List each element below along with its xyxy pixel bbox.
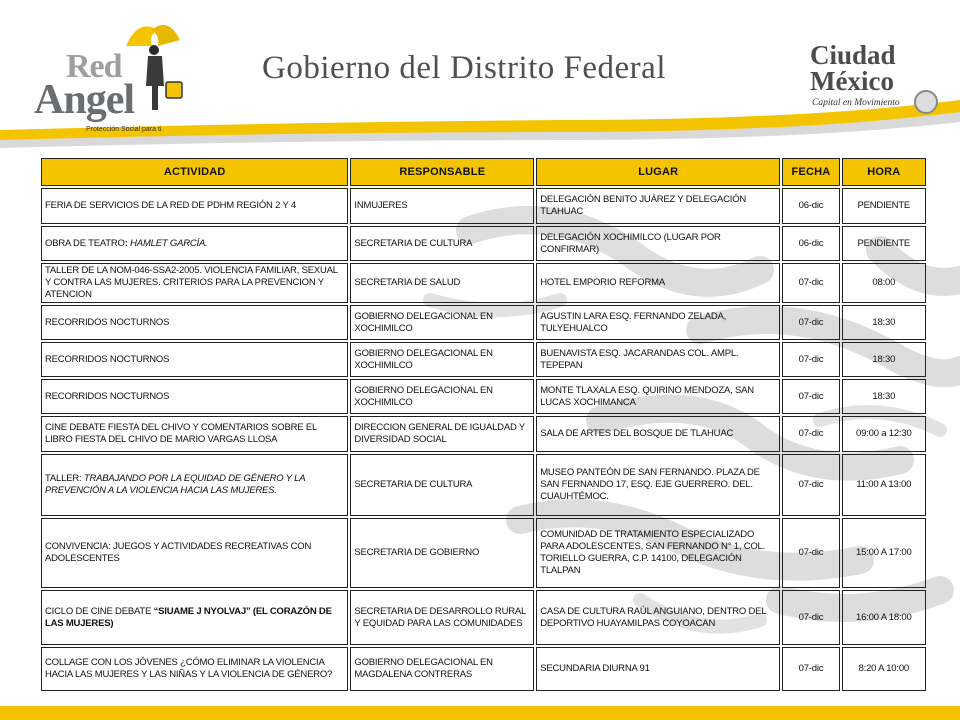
- cell-hora: 15:00 A 17:00: [842, 518, 926, 588]
- logo-angel-text: Angel: [34, 77, 134, 123]
- cell-hora: PENDIENTE: [842, 226, 926, 261]
- cell-fecha: 07-dic: [782, 590, 839, 645]
- cell-responsable: INMUJERES: [350, 188, 534, 224]
- actividad-text: TALLER:: [45, 473, 84, 484]
- cell-actividad: RECORRIDOS NOCTURNOS: [41, 379, 348, 414]
- actividad-italic-text: TRABAJANDO POR LA EQUIDAD DE GÉNERO Y LA PREVENCIÓN A LA VIOLENCIA HACIA LAS MUJERES.: [45, 473, 306, 496]
- actividad-text: CICLO DE CINE DEBATE: [45, 605, 154, 617]
- cell-fecha: 06-dic: [782, 226, 839, 261]
- header-lugar: LUGAR: [536, 158, 780, 186]
- actividad-bold-text: “SIUAME J NYOLVAJ” (EL CORAZÓN DE LAS MUJERES): [45, 605, 332, 629]
- cell-actividad: [41, 454, 348, 516]
- logo-red-text: Red: [66, 48, 122, 85]
- cell-responsable: SECRETARIA DE SALUD: [350, 263, 534, 303]
- cell-fecha: 06-dic: [782, 188, 839, 224]
- cell-lugar: DELEGACIÓN BENITO JUÁREZ Y DELEGACIÓN TLAHUAC: [536, 188, 780, 224]
- logo-ciudad-text: Ciudad: [810, 40, 896, 70]
- cell-hora: 11:00 A 13:00: [842, 454, 926, 516]
- table-row: [41, 188, 926, 224]
- cell-fecha: 07-dic: [782, 647, 839, 691]
- cell-responsable: SECRETARIA DE GOBIERNO: [350, 518, 534, 588]
- cell-fecha: 07-dic: [782, 454, 839, 516]
- header-hora: HORA: [842, 158, 926, 186]
- table-row: [41, 263, 926, 303]
- cell-lugar: BUENAVISTA ESQ. JACARANDAS COL. AMPL. TEPEPAN: [536, 342, 780, 377]
- cell-responsable: GOBIERNO DELEGACIONAL EN MAGDALENA CONTRERAS: [350, 647, 534, 691]
- cell-actividad: COLLAGE CON LOS JÓVENES ¿CÓMO ELIMINAR LA VIOLENCIA HACIA LAS MUJERES Y LAS NIÑAS Y LA VIOLENCIA DE GÉNERO?: [41, 647, 348, 691]
- cell-lugar: HOTEL EMPORIO REFORMA: [536, 263, 780, 303]
- cell-responsable: GOBIERNO DELEGACIONAL EN XOCHIMILCO: [350, 305, 534, 340]
- table-row: [41, 454, 926, 516]
- cell-lugar: CASA DE CULTURA RAÚL ANGUIANO, DENTRO DEL DEPORTIVO HUAYAMILPAS COYOACAN: [536, 590, 780, 645]
- cell-responsable: GOBIERNO DELEGACIONAL EN XOCHIMILCO: [350, 342, 534, 377]
- cell-actividad: [41, 226, 348, 261]
- ciudad-mexico-logo: [800, 40, 940, 120]
- cell-hora: 18:30: [842, 342, 926, 377]
- table-row: [41, 305, 926, 340]
- table-row: [41, 518, 926, 588]
- table-header-row: [41, 158, 926, 186]
- cell-lugar: SECUNDARIA DIURNA 91: [536, 647, 780, 691]
- cell-actividad: FERIA DE SERVICIOS DE LA RED DE PDHM REGIÓN 2 Y 4: [41, 188, 348, 224]
- page-header: [0, 0, 960, 150]
- cell-hora: 8:20 A 10:00: [842, 647, 926, 691]
- cell-actividad: RECORRIDOS NOCTURNOS: [41, 342, 348, 377]
- cell-lugar: DELEGACIÓN XOCHIMILCO (LUGAR POR CONFIRMAR): [536, 226, 780, 261]
- cell-responsable: SECRETARIA DE CULTURA: [350, 226, 534, 261]
- cell-fecha: 07-dic: [782, 263, 839, 303]
- cell-responsable: SECRETARIA DE DESARROLLO RURAL Y EQUIDAD PARA LAS COMUNIDADES: [350, 590, 534, 645]
- actividad-text: OBRA DE TEATRO: [45, 237, 125, 249]
- logo-tagline: Protección Social para ti: [86, 126, 162, 133]
- schedule-table: [39, 156, 928, 693]
- table-row: [41, 590, 926, 645]
- cell-lugar: COMUNIDAD DE TRATAMIENTO ESPECIALIZADO PARA ADOLESCENTES, SAN FERNANDO N° 1, COL. TORIELLO GUERRA, C.P. 14100, DELEGACIÓN TLALPAN: [536, 518, 780, 588]
- cell-lugar: MONTE TLAXALA ESQ. QUIRINO MENDOZA, SAN LUCAS XOCHIMANCA: [536, 379, 780, 414]
- cell-fecha: 07-dic: [782, 342, 839, 377]
- cell-responsable: SECRETARIA DE CULTURA: [350, 454, 534, 516]
- cell-lugar: MUSEO PANTEÓN DE SAN FERNANDO. PLAZA DE SAN FERNANDO 17, ESQ. EJE GUERRERO. DEL. CUAUHTÉMOC.: [536, 454, 780, 516]
- page-title: Gobierno del Distrito Federal: [262, 50, 666, 86]
- cell-fecha: 07-dic: [782, 416, 839, 452]
- cell-fecha: 07-dic: [782, 518, 839, 588]
- red-angel-logo: [30, 14, 200, 133]
- cell-hora: 18:30: [842, 379, 926, 414]
- cell-lugar: AGUSTIN LARA ESQ. FERNANDO ZELADA, TULYEHUALCO: [536, 305, 780, 340]
- footer-bar: [0, 706, 960, 720]
- cell-responsable: DIRECCION GENERAL DE IGUALDAD Y DIVERSIDAD SOCIAL: [350, 416, 534, 452]
- cell-actividad: TALLER DE LA NOM-046-SSA2-2005. VIOLENCIA FAMILIAR, SEXUAL Y CONTRA LAS MUJERES. CRITERIOS PARA LA PREVENCION Y ATENCION: [41, 263, 348, 303]
- table-row: [41, 379, 926, 414]
- cell-hora: 18:30: [842, 305, 926, 340]
- cell-lugar: SALA DE ARTES DEL BOSQUE DE TLAHUAC: [536, 416, 780, 452]
- table-row: [41, 416, 926, 452]
- seal-icon: [914, 90, 938, 114]
- cell-hora: PENDIENTE: [842, 188, 926, 224]
- cell-actividad: CINE DEBATE FIESTA DEL CHIVO Y COMENTARIOS SOBRE EL LIBRO FIESTA DEL CHIVO DE MARIO VARGAS LLOSA: [41, 416, 348, 452]
- actividad-colon: :: [124, 237, 128, 249]
- actividad-italic-text: HAMLET GARCÍA.: [127, 237, 208, 249]
- cell-responsable: GOBIERNO DELEGACIONAL EN XOCHIMILCO: [350, 379, 534, 414]
- table-row: [41, 647, 926, 691]
- table-row: [41, 342, 926, 377]
- header-fecha: FECHA: [782, 158, 839, 186]
- cell-actividad: RECORRIDOS NOCTURNOS: [41, 305, 348, 340]
- cell-fecha: 07-dic: [782, 379, 839, 414]
- cell-hora: 08:00: [842, 263, 926, 303]
- header-actividad: ACTIVIDAD: [41, 158, 348, 186]
- cell-actividad: [41, 590, 348, 645]
- cell-actividad: CONVIVENCIA: JUEGOS Y ACTIVIDADES RECREATIVAS CON ADOLESCENTES: [41, 518, 348, 588]
- cell-hora: 09:00 a 12:30: [842, 416, 926, 452]
- logo-mexico-text: México: [810, 66, 894, 96]
- header-responsable: RESPONSABLE: [350, 158, 534, 186]
- cell-hora: 16:00 A 18:00: [842, 590, 926, 645]
- logo-capital-tagline: Capital en Movimiento: [812, 98, 900, 108]
- table-row: [41, 226, 926, 261]
- cell-fecha: 07-dic: [782, 305, 839, 340]
